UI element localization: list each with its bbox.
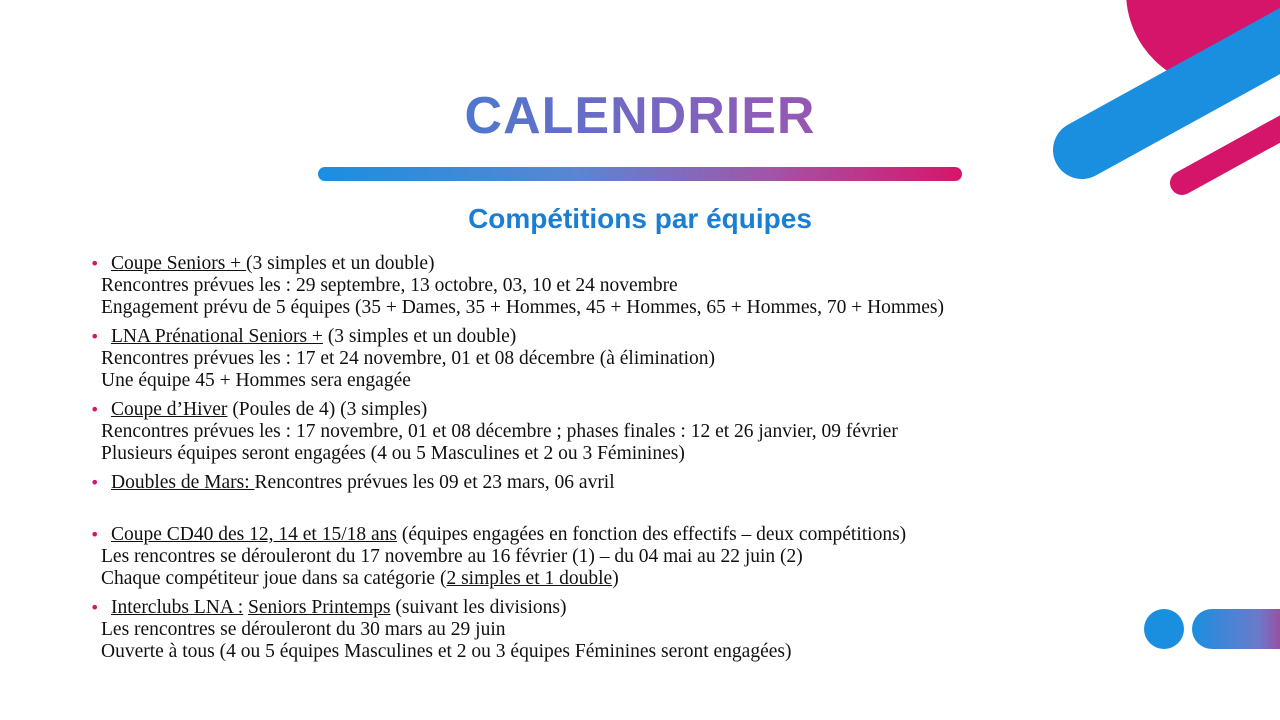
detail-line: Rencontres prévues les : 17 novembre, 01 et 08 décembre ; phases finales : 12 et 26 janvier, 09 février <box>101 421 898 442</box>
list-item-coupe-seniors <box>90 253 1130 319</box>
page-title: CALENDRIER <box>0 86 1280 146</box>
detail-line: Rencontres prévues les : 17 et 24 novembre, 01 et 08 décembre (à élimination) <box>101 348 716 369</box>
detail-line: Les rencontres se dérouleront du 30 mars au 29 juin <box>101 619 506 640</box>
competition-format: (3 simples et un double) <box>246 253 435 274</box>
blue-dot-shape <box>1144 609 1184 649</box>
section-subtitle: Compétitions par équipes <box>468 203 812 234</box>
detail-line: Rencontres prévues les : 29 septembre, 13 octobre, 03, 10 et 24 novembre <box>101 275 678 296</box>
competition-name: Coupe CD40 des 12, 14 et 15/18 ans <box>111 524 397 545</box>
competition-format: Rencontres prévues les 09 et 23 mars, 06 avril <box>254 472 615 493</box>
bullet-icon: • <box>90 525 100 544</box>
magenta-circle-shape <box>1126 0 1280 88</box>
list-item-lna-prenational <box>90 326 1130 392</box>
bullet-icon: • <box>90 400 100 419</box>
list-item-coupe-cd40 <box>90 524 1130 590</box>
competition-name: Coupe d’Hiver <box>111 399 228 420</box>
competition-name: Doubles de Mars: <box>111 472 255 493</box>
list-item-doubles-mars <box>90 472 1130 494</box>
competition-subname: Seniors Printemps <box>248 597 391 618</box>
bullet-icon: • <box>90 598 100 617</box>
detail-line: Engagement prévu de 5 équipes (35 + Dames, 35 + Hommes, 45 + Hommes, 65 + Hommes, 70 + Hommes) <box>101 297 944 318</box>
list-item-coupe-hiver <box>90 399 1130 465</box>
detail-line: Ouverte à tous (4 ou 5 équipes Masculines et 2 ou 3 équipes Féminines seront engagées) <box>101 641 792 662</box>
competition-format: (Poules de 4) (3 simples) <box>227 399 428 420</box>
competition-list <box>90 253 1130 670</box>
detail-line: Plusieurs équipes seront engagées (4 ou 5 Masculines et 2 ou 3 Féminines) <box>101 443 685 464</box>
gradient-pill-shape <box>1192 609 1280 649</box>
competition-format: (3 simples et un double) <box>322 326 517 347</box>
detail-line: Chaque compétiteur joue dans sa catégorie (2 simples et 1 double) <box>101 568 619 589</box>
competition-name: Coupe Seniors + <box>111 253 247 274</box>
competition-format: (équipes engagées en fonction des effectifs – deux compétitions) <box>396 524 907 545</box>
bullet-icon: • <box>90 327 100 346</box>
competition-format: (suivant les divisions) <box>390 597 567 618</box>
bullet-icon: • <box>90 254 100 273</box>
title-underline-bar <box>318 167 962 181</box>
format-detail: 2 simples et 1 double <box>446 568 613 589</box>
bullet-icon: • <box>90 473 100 492</box>
detail-line: Les rencontres se dérouleront du 17 novembre au 16 février (1) – du 04 mai au 22 juin (2) <box>101 546 803 567</box>
detail-line: Une équipe 45 + Hommes sera engagée <box>101 370 411 391</box>
competition-name: Interclubs LNA : <box>111 597 244 618</box>
list-item-interclubs-lna <box>90 597 1130 663</box>
competition-name: LNA Prénational Seniors + <box>111 326 323 347</box>
